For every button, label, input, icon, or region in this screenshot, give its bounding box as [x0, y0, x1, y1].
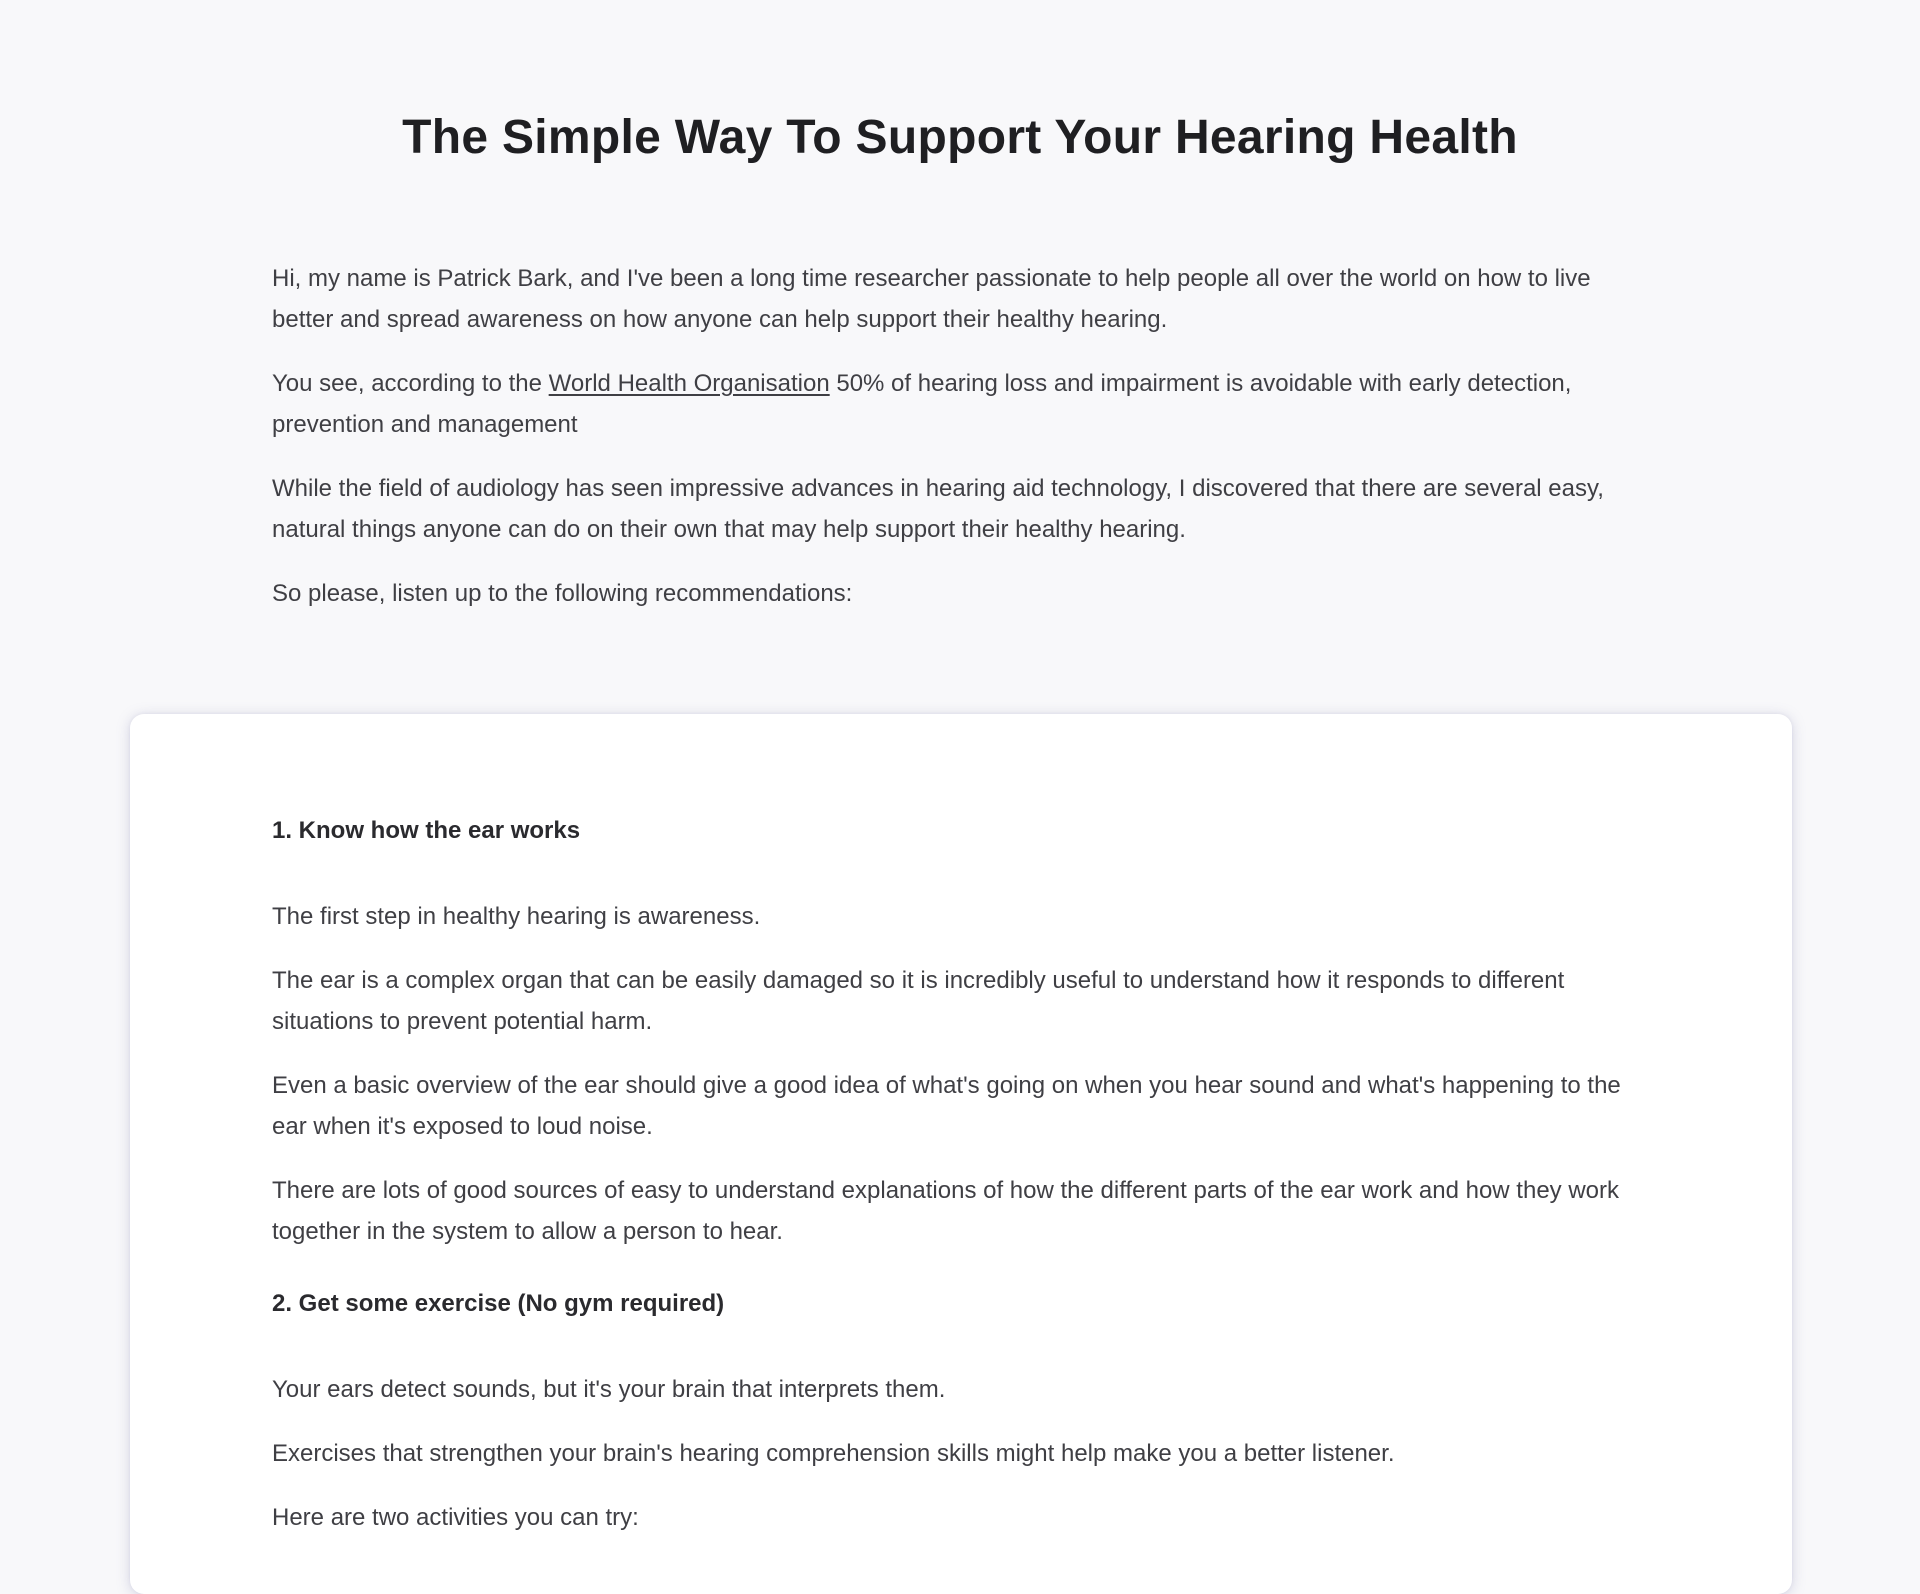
section-heading-exercise: 2. Get some exercise (No gym required) — [272, 1290, 725, 1317]
intro-paragraph-who — [272, 363, 1632, 445]
section-paragraph: Here are two activities you can try: — [272, 1504, 639, 1531]
section-paragraph: The ear is a complex organ that can be easily damaged so it is incredibly useful to understand how it responds to different situations to prevent potential harm. — [272, 967, 1565, 1035]
page-title: The Simple Way To Support Your Hearing Health — [402, 111, 1518, 164]
recommendations-card — [130, 714, 1792, 1594]
intro-text: 50% of hearing loss and impairment is avoidable with early detection, prevention and management — [272, 370, 1572, 438]
section-paragraph: The first step in healthy hearing is awareness. — [272, 903, 761, 930]
intro-section — [272, 258, 1632, 637]
who-link[interactable]: World Health Organisation — [548, 370, 830, 397]
intro-text: You see, according to the — [272, 370, 549, 397]
section-heading-know-ear: 1. Know how the ear works — [272, 817, 581, 844]
intro-paragraph: Hi, my name is Patrick Bark, and I've been a long time researcher passionate to help people all over the world on how to live better and spread awareness on how anyone can help support their healthy hearing. — [272, 265, 1591, 333]
intro-paragraph: So please, listen up to the following recommendations: — [272, 580, 853, 607]
section-paragraph: There are lots of good sources of easy to understand explanations of how the different parts of the ear work and how they work together in the system to allow a person to hear. — [272, 1177, 1620, 1245]
section-paragraph: Exercises that strengthen your brain's hearing comprehension skills might help make you a better listener. — [272, 1440, 1395, 1467]
section-paragraph: Your ears detect sounds, but it's your brain that interprets them. — [272, 1376, 946, 1403]
section-paragraph: Even a basic overview of the ear should give a good idea of what's going on when you hear sound and what's happening to the ear when it's exposed to loud noise. — [272, 1072, 1621, 1140]
intro-paragraph: While the field of audiology has seen impressive advances in hearing aid technology, I discovered that there are several easy, natural things anyone can do on their own that may help support their healthy hearing. — [272, 475, 1604, 543]
recommendations-content — [272, 810, 1632, 1561]
